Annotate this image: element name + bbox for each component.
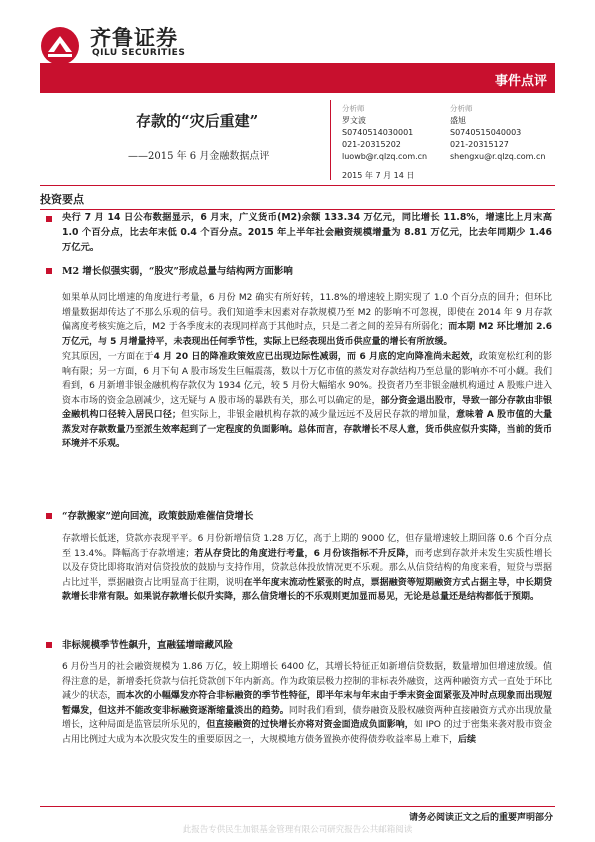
m2-paragraph-1: 如果单从同比增速的角度进行考量，6 月份 M2 确实有所好转，11.8%的增速较上期实现了 1.0 个百分点的回升；但环比增量数据却传达了不那么乐观的信号。我们知道季末因素对存款规模乃至 M2 的影响不可忽视，即使在 2014 年 9 月存款偏离度考核实施之后，M2 于各季度末的表现同样高于其他时点，只是二者之间的差异有所弱化；而本期 M2 环比增加 2.6 万亿元，与 5 月增量持平，未表现出任何季节性，实际上已经表现出货币供应量的增长有所放缓。	[62, 293, 553, 347]
footer-rule	[40, 806, 555, 807]
analyst-name: 盛旭	[450, 116, 466, 125]
analyst-card-1	[342, 103, 427, 163]
watermark-text: 此报告专供民生加银基金管理有限公司研究报告公共邮箱阅读	[182, 825, 413, 835]
analyst-cert: S0740515040003	[450, 128, 522, 137]
analyst-email[interactable]: shengxu@r.qlzq.com.cn	[450, 152, 546, 161]
analyst-phone: 021-20315127	[450, 140, 509, 149]
m2-paragraph-2: 究其原因，一方面在于4 月 20 日的降准政策效应已出现边际性减弱，而 6 月底的定向降准尚未起效，政策宽松红利的影响有限；另一方面，6 月下旬 A 股市场发生巨幅震荡，数以十万亿市值的蒸发对存款结构乃至总量的影响亦不可小觑。我们看到，6 月新增非银金融机构存款仅为 1934 亿元，较 5 月份大幅缩水 90%。投资者乃至非银金融机构通过 A 股账户进入资本市场的资金急剧减少，这无疑与 A 股市场的暴跌有关，那么可以确定的是，部分资金退出股市，导致一部分存款由非银金融机构口径转入居民口径；但实际上，非银金融机构存款的减少量远远不及居民存款的增加量，意味着 A 股市值的大量蒸发对存款数量乃至派生效率起到了一定程度的负面影响。总体而言，存款增长不尽人意，货币供应似升实降，当前的货币环境并不乐观。	[62, 352, 552, 449]
bullet-icon	[46, 513, 52, 519]
analyst-phone: 021-20315202	[342, 140, 401, 149]
footer-disclaimer: 请务必阅读正文之后的重要声明部分	[408, 813, 553, 823]
social-financing-heading: 非标规模季节性飙升，直融猛增暗藏风险	[62, 640, 234, 651]
credit-heading: “存款搬家”逆向回流，政策鼓励难催信贷增长	[62, 511, 254, 522]
analyst-cert: S0740514030001	[342, 128, 414, 137]
analyst-role: 分析师	[342, 104, 365, 113]
analyst-card-2	[450, 103, 545, 163]
header-band	[40, 63, 555, 93]
report-title: 存款的“灾后重建”	[136, 112, 259, 130]
report-type-label: 事件点评	[494, 74, 547, 89]
bullet-icon	[46, 268, 52, 274]
analyst-name: 罗文波	[342, 116, 366, 125]
header-divider	[330, 100, 331, 180]
analyst-email[interactable]: luowb@r.qlzq.com.cn	[342, 152, 428, 161]
report-subtitle: ——2015 年 6 月金融数据点评	[128, 151, 270, 162]
investment-highlights-header	[40, 191, 555, 210]
brand-name-cn: 齐鲁证券	[90, 26, 178, 50]
report-date: 2015 年 7 月 14 日	[342, 171, 415, 180]
section-title: 投资要点	[40, 193, 84, 206]
credit-paragraph: 存款增长低迷，贷款亦表现平平。6 月份新增信贷 1.28 万亿，高于上期的 9000 亿，但存量增速较上期回落 0.6 个百分点至 13.4%。降幅高于存款增速；若从存贷比的角度进行考量，6 月份该指标不升反降，而考虑到存款并未发生实质性增长以及存贷比即将取消对信贷投放的鼓励与支持作用，贷款总体投放情况更不乐观。那么从信贷结构的角度来看，短贷与票据占比过半，票据融资占比明显高于往期，说明在半年度末流动性紧张的时点，票据融资等短期融资方式占据主导，中长期贷款增长非常有限。如果说存款增长似升实降，那么信贷增长的不乐观则更加显而易见，无论是总量还是结构都低于预期。	[62, 534, 552, 602]
bullet-icon	[46, 216, 52, 222]
social-financing-paragraph: 6 月份当月的社会融资规模为 1.86 万亿，较上期增长 6400 亿，其增长特征正如新增信贷数据，数量增加但增速放缓。值得注意的是，新增委托贷款与信托贷款创下年内新高。作为政策层极力控制的非标表外融资，这两种融资方式一直处于环比减少的状态，而本次的小幅爆发亦符合非标融资的季节性特征，即半年末与年末由于季末资金面紧张及冲时点现象而出现短暂爆发，但这并不能改变非标融资逐渐缩量淡出的趋势。同时我们看到，债券融资及股权融资两种直接融资方式亦出现放量增长，这种局面是监管层所乐见的，但直接融资的过快增长亦将对资金面造成负面影响，如 IPO 的过于密集来袭对股市资金占用比例过大成为本次股灾发生的重要原因之一，大规模地方债务置换亦使得债券收益率易上难下，后续	[62, 662, 552, 745]
m2-heading: M2 增长似强实弱，“股灾”形成总量与结构两方面影响	[62, 266, 293, 277]
bullet-icon	[46, 642, 52, 648]
brand-name-en: QILU SECURITIES	[92, 48, 186, 58]
summary-paragraph: 央行 7 月 14 日公布数据显示，6 月末，广义货币(M2)余额 133.34 万亿元，同比增长 11.8%，增速比上月末高 1.0 个百分点，比去年末低 0.4 个百分点。2015 年上半年社会融资规模增量为 8.81 万亿元，比去年同期少 1.46 万亿元。	[62, 212, 552, 253]
qilu-logo-icon	[40, 26, 80, 66]
analyst-role: 分析师	[450, 104, 473, 113]
header-rule	[40, 185, 555, 186]
